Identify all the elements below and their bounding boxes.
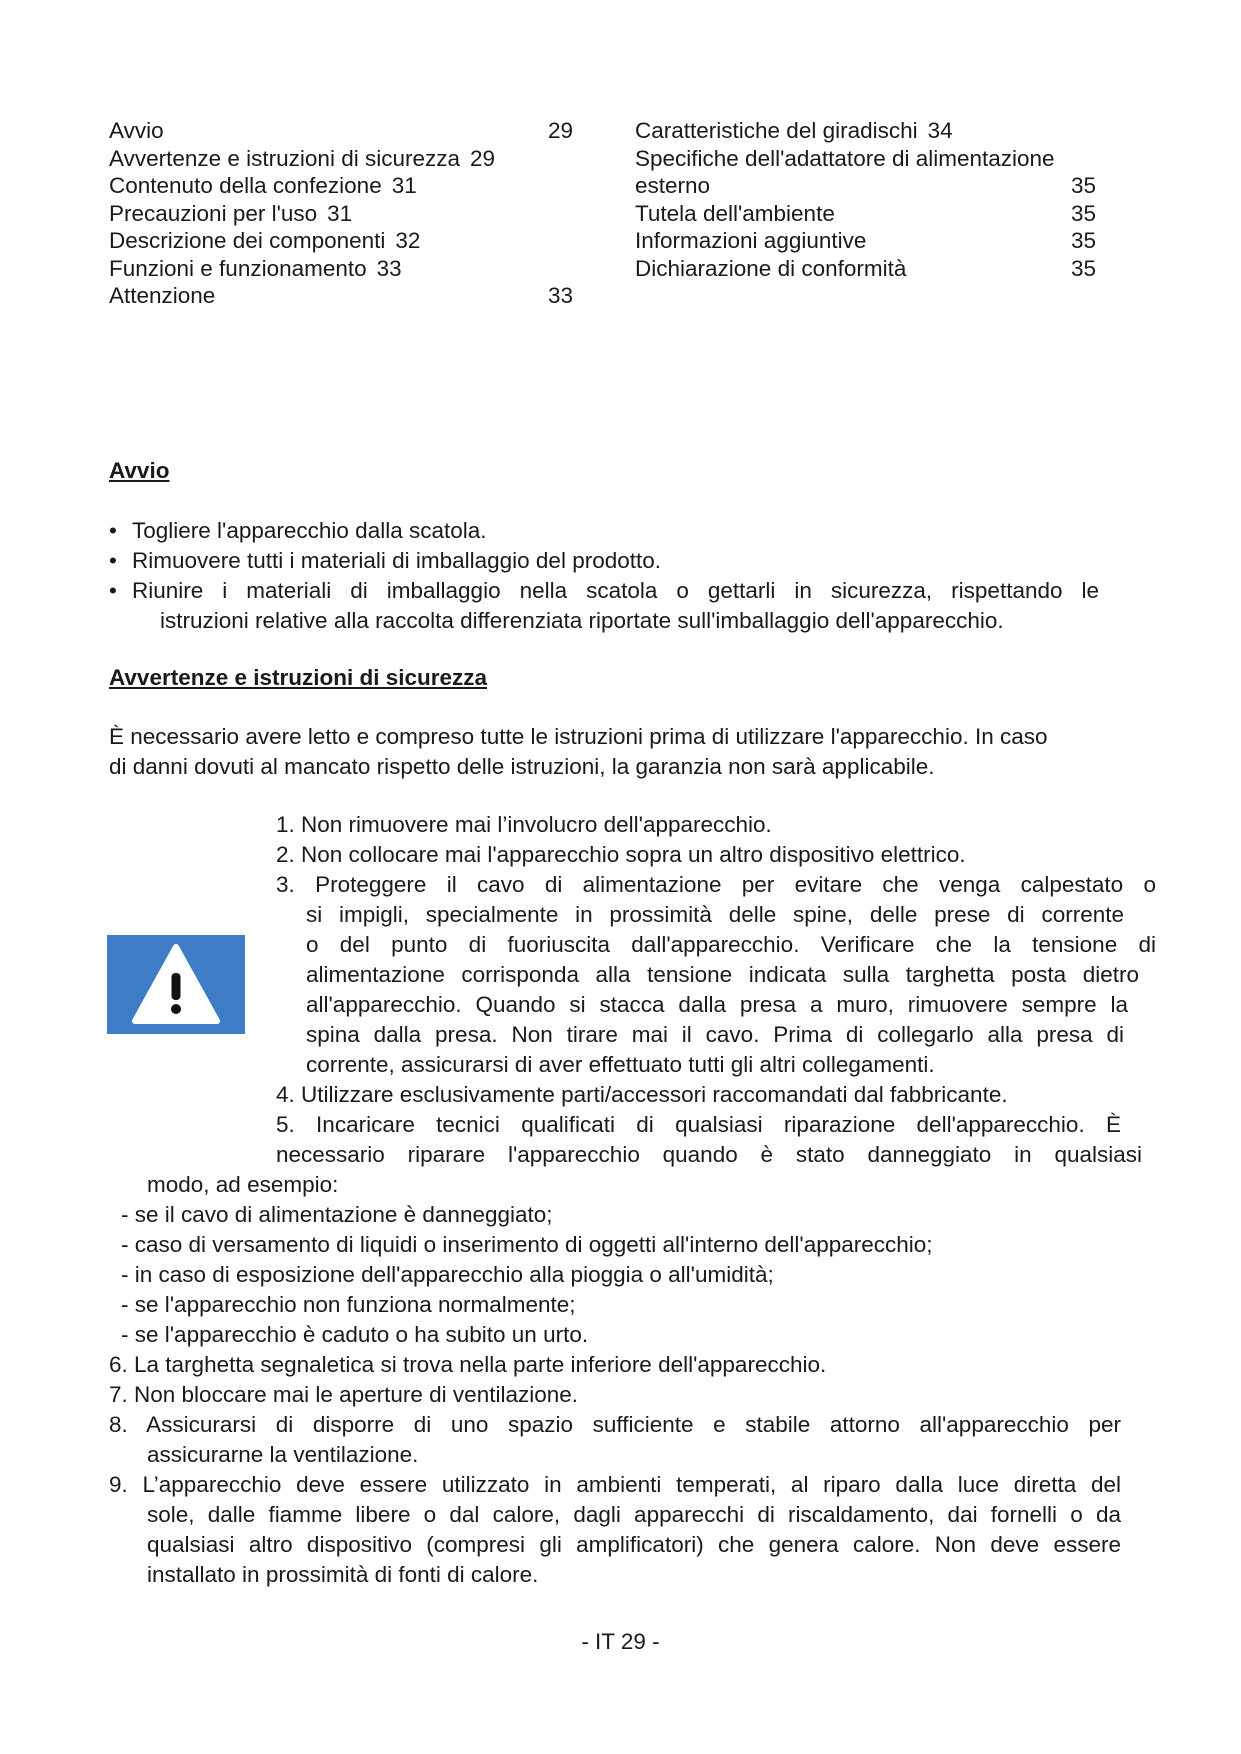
toc-page: 33	[548, 283, 574, 308]
page-number: - IT 29 -	[581, 1629, 660, 1654]
toc-page: 34	[927, 118, 953, 143]
toc-label: Descrizione dei componenti	[109, 228, 386, 253]
list-item: 7. Non bloccare mai le aperture di ventilazione.	[109, 1382, 579, 1407]
toc-page: 29	[470, 145, 496, 171]
toc-label: esterno	[635, 173, 711, 198]
list-item: - se l'apparecchio non funziona normalmente;	[121, 1292, 576, 1317]
list-item: - se l'apparecchio è caduto o ha subito un urto.	[121, 1322, 589, 1347]
toc-page: 35	[1071, 228, 1097, 253]
toc-page: 35	[1071, 173, 1097, 198]
toc-entry	[109, 145, 579, 173]
toc-entry	[635, 172, 1105, 200]
toc-entry	[635, 255, 1105, 283]
toc-entry	[109, 172, 579, 200]
toc-page: 33	[376, 255, 402, 281]
toc-entry	[109, 255, 579, 283]
toc-entry	[109, 227, 579, 255]
toc-page: 32	[395, 228, 421, 253]
toc-page: 31	[327, 200, 353, 226]
section-title-safety: Avvertenze e istruzioni di sicurezza	[109, 665, 488, 690]
list-item: 3. Proteggere il cavo di alimentazione per evitare che venga calpestato o	[276, 872, 1156, 897]
toc-label: Avvio	[109, 118, 164, 143]
toc-entry	[109, 117, 579, 145]
toc-page: 31	[391, 173, 417, 198]
toc-entry	[109, 282, 579, 310]
toc-left	[109, 117, 579, 310]
list-item: - in caso di esposizione dell'apparecchio alla pioggia o all'umidità;	[121, 1262, 774, 1287]
list-item: 1. Non rimuovere mai l’involucro dell'apparecchio.	[276, 812, 772, 837]
toc-label: Caratteristiche del giradischi	[635, 118, 918, 143]
safety-list-lower: modo, ad esempio: - se il cavo di alimentazione è danneggiato; - caso di versamento di liquidi o inserimento di oggetti all'interno dell'apparecchio; - in caso di esposizione dell'apparecchio alla pioggia o all'umidità; - se l'apparecchio non funziona normalmente; - se l'apparecchio è caduto o ha subito un urto. 6. La targhetta segnaletica si trova nella parte inferiore dell'apparecchio. 7. Non bloccare mai le aperture di ventilazione. 8. Assicurarsi di disporre di uno spazio sufficiente e stabile attorno all'apparecchio per assicurarne la ventilazione. 9. L’apparecchio deve essere utilizzato in ambienti temperati, al riparo dalla luce diretta del sole, dalle fiamme libere o dal calore, dagli apparecchi di riscaldamento, dai fornelli o da qualsiasi altro dispositivo (compresi gli amplificatori) che genera calore. Non deve essere installato in prossimità di fonti di calore.	[109, 1170, 1129, 1590]
toc-right	[635, 117, 1105, 282]
toc-label: Avvertenze e istruzioni di sicurezza	[109, 145, 460, 171]
warning-triangle-icon	[131, 943, 221, 1027]
warning-sign	[107, 935, 245, 1034]
avvio-bullet-list	[109, 516, 1099, 636]
list-item: • Riunire i materiali di imballaggio nella scatola o gettarli in sicurezza, rispettando le istruzioni relative alla raccolta differenziata riportate sull'imballaggio dell'apparecchio.	[109, 578, 1099, 633]
list-item: 9. L’apparecchio deve essere utilizzato in ambienti temperati, al riparo dalla luce diretta del	[109, 1472, 1121, 1497]
list-item: 8. Assicurarsi di disporre di uno spazio sufficiente e stabile attorno all'apparecchio per	[109, 1412, 1121, 1437]
toc-entry	[635, 145, 1105, 173]
toc-page: 35	[1071, 200, 1097, 226]
section-title-avvio: Avvio	[109, 458, 170, 483]
toc-entry	[109, 200, 579, 228]
toc-label: Informazioni aggiuntive	[635, 228, 867, 253]
list-item: 6. La targhetta segnaletica si trova nella parte inferiore dell'apparecchio.	[109, 1352, 827, 1377]
list-item: 2. Non collocare mai l'apparecchio sopra un altro dispositivo elettrico.	[276, 842, 966, 867]
toc-label: Precauzioni per l'uso	[109, 200, 318, 226]
toc-label: Contenuto della confezione	[109, 173, 382, 198]
toc-label: Dichiarazione di conformità	[635, 255, 907, 281]
toc-page: 35	[1071, 255, 1097, 281]
toc-label: Specifiche dell'adattatore di alimentazione	[635, 145, 1055, 171]
toc-label: Tutela dell'ambiente	[635, 200, 835, 226]
list-item-continuation: si impigli, specialmente in prossimità delle spine, delle prese di corrente o del punto di fuoriuscita dall'apparecchio. Verificare che la tensione di alimentazione corrisponda alla tensione indicata sulla targhetta posta dietro all'apparecchio. Quando si stacca dalla presa a muro, rimuovere sempre la spina dalla presa. Non tirare mai il cavo. Prima di collegarlo alla presa di corrente, assicurarsi di aver effettuato tutti gli altri collegamenti.	[306, 902, 1156, 1077]
list-item: 4. Utilizzare esclusivamente parti/accessori raccomandati dal fabbricante.	[276, 1082, 1008, 1107]
list-item: - se il cavo di alimentazione è danneggiato;	[121, 1202, 553, 1227]
safety-intro: È necessario avere letto e compreso tutte le istruzioni prima di utilizzare l'apparecchio. In caso di danni dovuti al mancato rispetto delle istruzioni, la garanzia non sarà applicabile.	[109, 724, 1048, 779]
toc-label: Attenzione	[109, 283, 216, 308]
toc-label: Funzioni e funzionamento	[109, 255, 367, 281]
toc-page: 29	[548, 118, 574, 143]
toc-entry	[635, 117, 1105, 145]
safety-list-upper: 1. Non rimuovere mai l’involucro dell'apparecchio. 2. Non collocare mai l'apparecchio sopra un altro dispositivo elettrico. 3. Proteggere il cavo di alimentazione per evitare che venga calpestato o si impigli, specialmente in prossimità delle spine, delle prese di corrente o del punto di fuoriuscita dall'apparecchio. Verificare che la tensione di alimentazione corrisponda alla tensione indicata sulla targhetta posta dietro all'apparecchio. Quando si stacca dalla presa a muro, rimuovere sempre la spina dalla presa. Non tirare mai il cavo. Prima di collegarlo alla presa di corrente, assicurarsi di aver effettuato tutti gli altri collegamenti. 4. Utilizzare esclusivamente parti/accessori raccomandati dal fabbricante. 5. Incaricare tecnici qualificati di qualsiasi riparazione dell'apparecchio. È necessario riparare l'apparecchio quando è stato danneggiato in qualsiasi	[276, 812, 1156, 1167]
list-item: • Rimuovere tutti i materiali di imballaggio del prodotto.	[109, 548, 662, 573]
list-item: - caso di versamento di liquidi o inserimento di oggetti all'interno dell'apparecchio;	[121, 1232, 933, 1257]
toc-entry	[635, 227, 1105, 255]
dash-list	[109, 1200, 1129, 1350]
list-item: 5. Incaricare tecnici qualificati di qualsiasi riparazione dell'apparecchio. È	[276, 1112, 1121, 1137]
list-item: • Togliere l'apparecchio dalla scatola.	[109, 518, 487, 543]
toc-entry	[635, 200, 1105, 228]
